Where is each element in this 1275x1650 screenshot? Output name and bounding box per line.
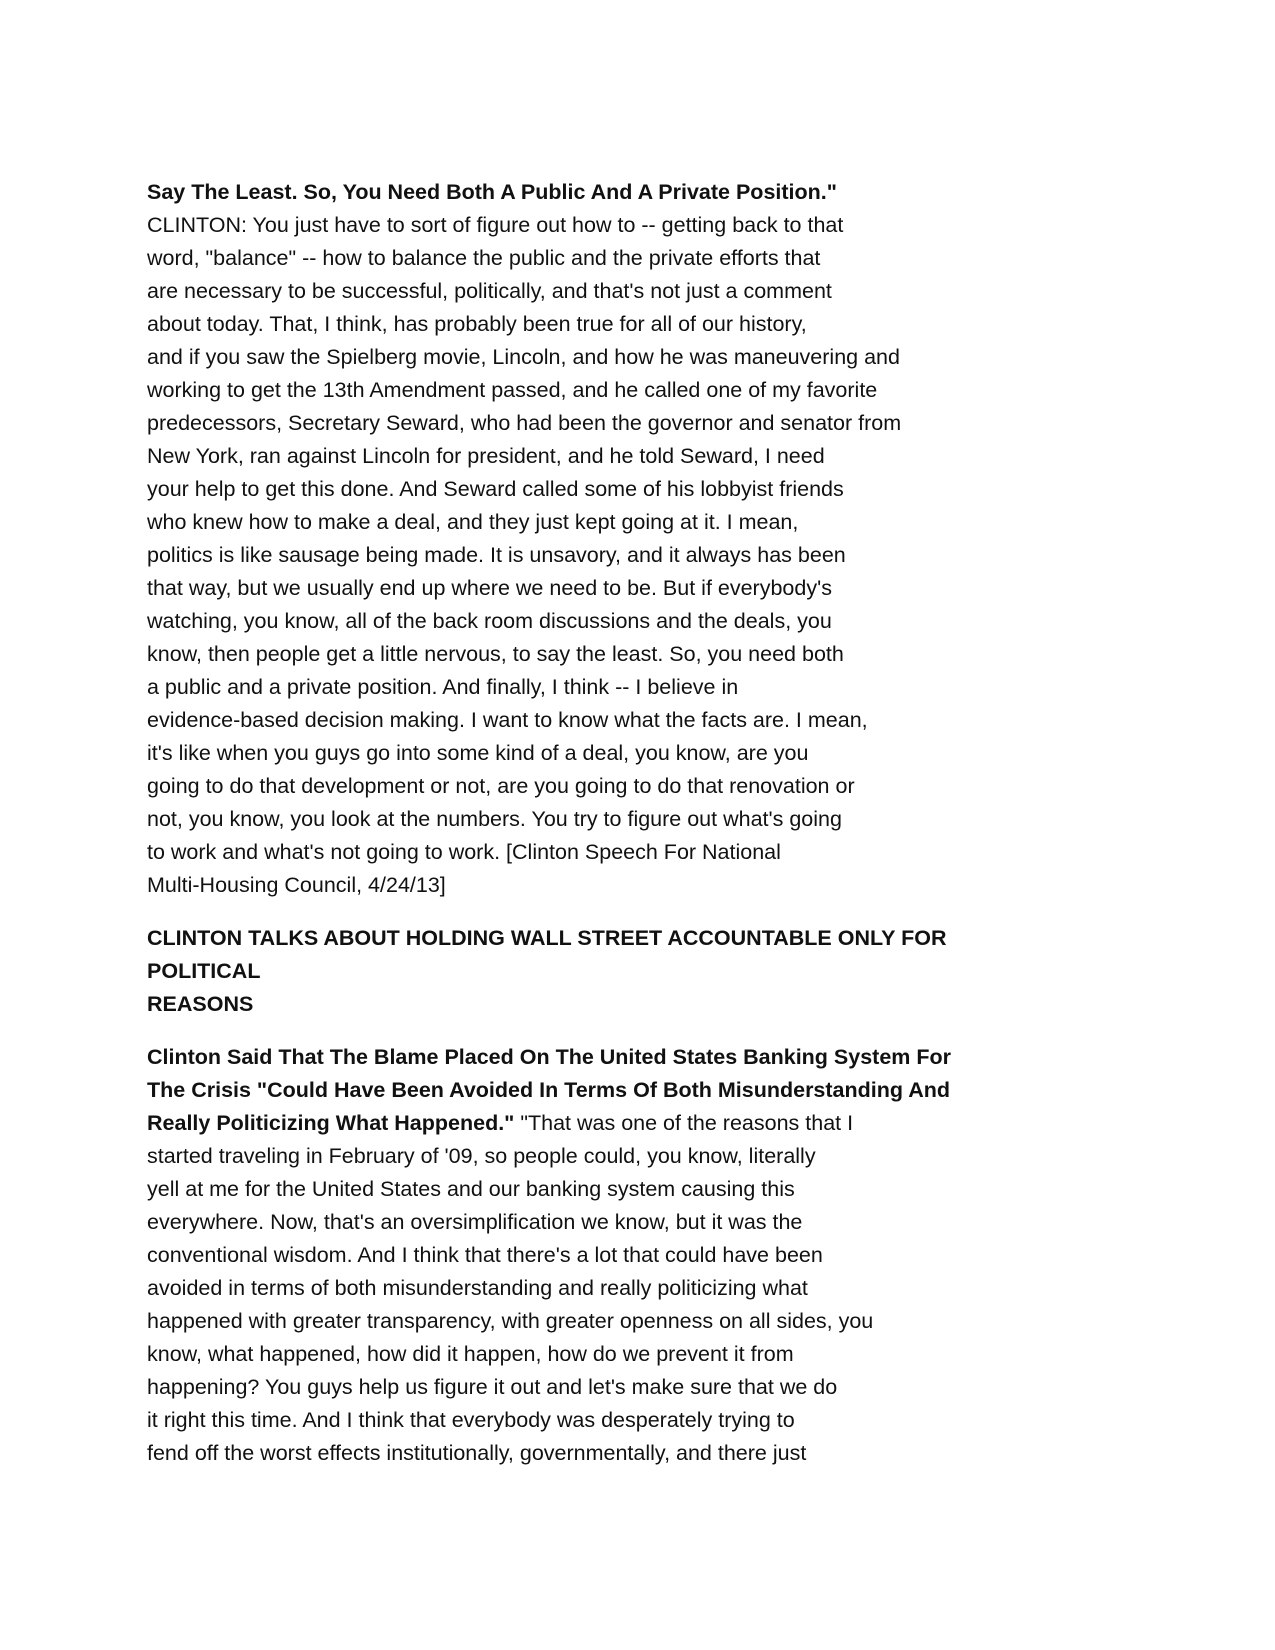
section-spacer [147,1021,1047,1041]
body-line: CLINTON: You just have to sort of figure out how to -- getting back to that [147,213,844,237]
body-line: word, "balance" -- how to balance the public and the private efforts that [147,246,821,270]
body-line: fend off the worst effects institutionally, governmentally, and there just [147,1441,807,1465]
subheading-line: Clinton Said That The Blame Placed On The United States Banking System For [147,1045,952,1069]
section-quote-banking [147,1041,1047,1470]
body-line: who knew how to make a deal, and they just kept going at it. I mean, [147,510,799,534]
body-line: a public and a private position. And finally, I think -- I believe in [147,675,739,699]
body-line: predecessors, Secretary Seward, who had been the governor and senator from [147,411,902,435]
body-line: are necessary to be successful, politically, and that's not just a comment [147,279,832,303]
body-line: happened with greater transparency, with greater openness on all sides, you [147,1309,874,1333]
body-line: your help to get this done. And Seward called some of his lobbyist friends [147,477,844,501]
quote-start: "That was one of the reasons that I [514,1111,854,1135]
body-line: it's like when you guys go into some kind of a deal, you know, are you [147,741,809,765]
body-line: and if you saw the Spielberg movie, Lincoln, and how he was maneuvering and [147,345,900,369]
body-line: know, then people get a little nervous, to say the least. So, you need both [147,642,844,666]
body-line: going to do that development or not, are you going to do that renovation or [147,774,855,798]
heading-line: REASONS [147,992,254,1016]
heading-line: POLITICAL [147,959,261,983]
body-line: about today. That, I think, has probably been true for all of our history, [147,312,807,336]
heading-line: CLINTON TALKS ABOUT HOLDING WALL STREET ACCOUNTABLE ONLY FOR [147,926,947,950]
body-line: working to get the 13th Amendment passed, and he called one of my favorite [147,378,878,402]
section-lead-bold: Say The Least. So, You Need Both A Public And A Private Position." [147,180,837,204]
body-line: Multi-Housing Council, 4/24/13] [147,873,446,897]
body-line: that way, but we usually end up where we need to be. But if everybody's [147,576,832,600]
section-spacer [147,902,1047,922]
document-page [147,176,1047,1470]
body-line: watching, you know, all of the back room discussions and the deals, you [147,609,832,633]
body-line: not, you know, you look at the numbers. You try to figure out what's going [147,807,842,831]
body-line: know, what happened, how did it happen, how do we prevent it from [147,1342,794,1366]
body-line: evidence-based decision making. I want to know what the facts are. I mean, [147,708,868,732]
body-line: it right this time. And I think that everybody was desperately trying to [147,1408,795,1432]
mixed-line [147,1107,1047,1140]
subheading-tail: Really Politicizing What Happened." [147,1111,515,1135]
body-line: happening? You guys help us figure it out and let's make sure that we do [147,1375,838,1399]
body-line: to work and what's not going to work. [Clinton Speech For National [147,840,781,864]
body-line: yell at me for the United States and our banking system causing this [147,1177,795,1201]
body-line: started traveling in February of '09, so people could, you know, literally [147,1144,816,1168]
body-line: everywhere. Now, that's an oversimplification we know, but it was the [147,1210,803,1234]
body-line: politics is like sausage being made. It is unsavory, and it always has been [147,543,846,567]
body-line: avoided in terms of both misunderstanding and really politicizing what [147,1276,808,1300]
body-line: conventional wisdom. And I think that there's a lot that could have been [147,1243,823,1267]
body-line: New York, ran against Lincoln for president, and he told Seward, I need [147,444,825,468]
section-quote-lincoln [147,176,1047,902]
subheading-line: The Crisis "Could Have Been Avoided In Terms Of Both Misunderstanding And [147,1078,950,1102]
section-heading [147,922,1047,1021]
